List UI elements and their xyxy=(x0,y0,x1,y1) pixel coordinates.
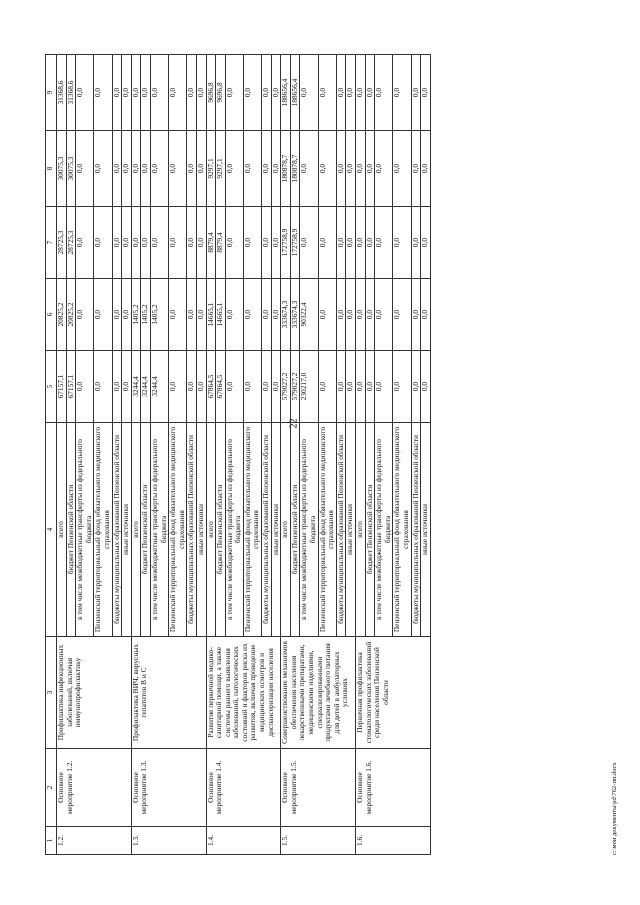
col-header: 5 xyxy=(46,351,57,423)
funding-value: 9297,1 xyxy=(216,131,226,207)
col-header: 6 xyxy=(46,279,57,351)
funding-source-label: иные источники xyxy=(421,423,431,637)
funding-source-label: всего xyxy=(131,423,141,637)
funding-value: 0,0 xyxy=(187,279,197,351)
funding-source-label: всего xyxy=(356,423,366,637)
funding-value: 0,0 xyxy=(141,207,151,279)
funding-source-label: бюджеты муниципальных образований Пензенской области xyxy=(187,423,197,637)
funding-value: 0,0 xyxy=(336,131,346,207)
page-number: 22 xyxy=(288,418,300,429)
measure-name: Профилактика инфекционных заболеваний, включая иммунопрофилактику xyxy=(57,637,132,749)
funding-value: 20825,2 xyxy=(57,279,67,351)
funding-value: 0,0 xyxy=(365,279,375,351)
funding-value: 90322,4 xyxy=(300,279,318,351)
funding-value: 0,0 xyxy=(225,55,243,131)
funding-source-label: бюджеты муниципальных образований Пензенской области xyxy=(112,423,122,637)
funding-value: 9696,8 xyxy=(206,55,216,131)
funding-value: 0,0 xyxy=(271,207,281,279)
funding-value: 579027,2 xyxy=(281,351,291,423)
funding-value: 0,0 xyxy=(94,351,112,423)
funding-value: 0,0 xyxy=(393,207,411,279)
funding-value: 0,0 xyxy=(169,55,187,131)
col-header: 3 xyxy=(46,637,57,749)
table-row xyxy=(57,55,67,855)
funding-value: 0,0 xyxy=(271,131,281,207)
funding-value: 0,0 xyxy=(112,207,122,279)
funding-value: 0,0 xyxy=(76,131,94,207)
funding-source-label: бюджеты муниципальных образований Пензенской области xyxy=(411,423,421,637)
funding-value: 0,0 xyxy=(169,207,187,279)
funding-value: 14665,1 xyxy=(216,279,226,351)
funding-value: 0,0 xyxy=(356,55,366,131)
measure-number: 1.6. xyxy=(356,827,431,855)
funding-value: 188656,4 xyxy=(281,55,291,131)
funding-value: 0,0 xyxy=(411,279,421,351)
funding-value: 3244,4 xyxy=(150,351,168,423)
funding-value: 0,0 xyxy=(196,55,206,131)
funding-value: 0,0 xyxy=(262,279,272,351)
funding-value: 0,0 xyxy=(243,55,261,131)
funding-value: 0,0 xyxy=(122,55,132,131)
col-header: 1 xyxy=(46,827,57,855)
funding-value: 0,0 xyxy=(112,351,122,423)
funding-value: 0,0 xyxy=(196,351,206,423)
funding-value: 0,0 xyxy=(375,279,393,351)
funding-value: 0,0 xyxy=(336,207,346,279)
funding-source-label: бюджет Пензенской области xyxy=(66,423,76,637)
funding-source-label: бюджет Пензенской области xyxy=(290,423,300,637)
funding-value: 0,0 xyxy=(356,351,366,423)
funding-value: 0,0 xyxy=(421,207,431,279)
funding-value: 0,0 xyxy=(243,351,261,423)
funding-value: 180878,7 xyxy=(281,131,291,207)
col-header: 8 xyxy=(46,131,57,207)
funding-value: 0,0 xyxy=(300,55,318,131)
funding-value: 0,0 xyxy=(421,279,431,351)
funding-value: 0,0 xyxy=(336,279,346,351)
measure-name: Первичная профилактика стоматологических заболеваний среди населения Пензенской области xyxy=(356,637,431,749)
funding-value: 3244,4 xyxy=(131,351,141,423)
measure-number: 1.3. xyxy=(131,827,206,855)
funding-value: 0,0 xyxy=(150,55,168,131)
funding-value: 14665,1 xyxy=(206,279,216,351)
measure-number: 1.5. xyxy=(281,827,356,855)
measure-number: 1.2. xyxy=(57,827,132,855)
funding-value: 0,0 xyxy=(411,207,421,279)
funding-source-label: всего xyxy=(206,423,216,637)
funding-value: 0,0 xyxy=(243,279,261,351)
funding-value: 0,0 xyxy=(271,279,281,351)
funding-value: 0,0 xyxy=(76,279,94,351)
funding-value: 188656,4 xyxy=(290,55,300,131)
funding-value: 0,0 xyxy=(375,131,393,207)
funding-value: 172758,9 xyxy=(290,207,300,279)
funding-value: 0,0 xyxy=(393,351,411,423)
funding-source-label: в том числе межбюджетные трансферты из федерального бюджета xyxy=(150,423,168,637)
funding-source-label: всего xyxy=(281,423,291,637)
funding-value: 0,0 xyxy=(346,351,356,423)
funding-value: 0,0 xyxy=(112,131,122,207)
funding-value: 0,0 xyxy=(318,55,336,131)
funding-source-label: всего xyxy=(57,423,67,637)
funding-source-label: иные источники xyxy=(122,423,132,637)
funding-value: 0,0 xyxy=(356,131,366,207)
measure-number: 1.4. xyxy=(206,827,281,855)
funding-value: 0,0 xyxy=(169,351,187,423)
funding-value: 0,0 xyxy=(94,55,112,131)
funding-value: 0,0 xyxy=(76,55,94,131)
funding-value: 0,0 xyxy=(346,279,356,351)
table-body xyxy=(57,55,431,855)
funding-value: 0,0 xyxy=(318,207,336,279)
funding-value: 0,0 xyxy=(271,55,281,131)
funding-value: 0,0 xyxy=(411,55,421,131)
funding-value: 0,0 xyxy=(421,131,431,207)
funding-value: 0,0 xyxy=(196,207,206,279)
funding-value: 30075,3 xyxy=(57,131,67,207)
funding-value: 9696,8 xyxy=(216,55,226,131)
funding-value: 0,0 xyxy=(225,279,243,351)
funding-value: 28725,3 xyxy=(57,207,67,279)
funding-value: 0,0 xyxy=(225,351,243,423)
funding-value: 67864,5 xyxy=(206,351,216,423)
funding-value: 0,0 xyxy=(300,207,318,279)
funding-value: 0,0 xyxy=(94,279,112,351)
funding-source-label: Пензенский территориальный фонд обязательного медицинского страхования xyxy=(243,423,261,637)
funding-value: 0,0 xyxy=(346,55,356,131)
funding-value: 0,0 xyxy=(94,207,112,279)
funding-value: 333674,3 xyxy=(290,279,300,351)
funding-source-label: Пензенский территориальный фонд обязательного медицинского страхования xyxy=(393,423,411,637)
funding-value: 0,0 xyxy=(187,351,197,423)
funding-value: 3244,4 xyxy=(141,351,151,423)
funding-value: 0,0 xyxy=(196,131,206,207)
table-row xyxy=(131,55,141,855)
funding-value: 9297,1 xyxy=(206,131,216,207)
funding-source-label: иные источники xyxy=(271,423,281,637)
funding-value: 0,0 xyxy=(243,131,261,207)
funding-value: 0,0 xyxy=(131,131,141,207)
funding-source-label: в том числе межбюджетные трансферты из федерального бюджета xyxy=(375,423,393,637)
funding-value: 0,0 xyxy=(94,131,112,207)
funding-value: 0,0 xyxy=(187,207,197,279)
funding-value: 1405,2 xyxy=(141,279,151,351)
funding-source-label: Пензенский территориальный фонд обязательного медицинского страхования xyxy=(169,423,187,637)
funding-value: 0,0 xyxy=(300,131,318,207)
funding-value: 1405,2 xyxy=(131,279,141,351)
funding-value: 67864,5 xyxy=(216,351,226,423)
funding-value: 0,0 xyxy=(375,55,393,131)
measure-type: Основное мероприятие 1.6. xyxy=(356,749,431,827)
funding-value: 0,0 xyxy=(225,207,243,279)
funding-value: 0,0 xyxy=(365,351,375,423)
funding-value: 0,0 xyxy=(196,279,206,351)
col-header: 4 xyxy=(46,423,57,637)
funding-value: 0,0 xyxy=(141,55,151,131)
funding-value: 31368,6 xyxy=(66,55,76,131)
funding-value: 67157,1 xyxy=(57,351,67,423)
funding-source-label: бюджет Пензенской области xyxy=(216,423,226,637)
funding-value: 0,0 xyxy=(346,131,356,207)
table-row xyxy=(281,55,291,855)
funding-source-label: бюджет Пензенской области xyxy=(365,423,375,637)
funding-value: 0,0 xyxy=(393,279,411,351)
col-header: 2 xyxy=(46,749,57,827)
funding-value: 0,0 xyxy=(375,351,393,423)
funding-value: 30075,3 xyxy=(66,131,76,207)
budget-table xyxy=(45,54,431,855)
funding-value: 0,0 xyxy=(112,55,122,131)
funding-value: 0,0 xyxy=(421,351,431,423)
funding-source-label: в том числе межбюджетные трансферты из федерального бюджета xyxy=(76,423,94,637)
funding-value: 31368,6 xyxy=(57,55,67,131)
funding-value: 0,0 xyxy=(150,207,168,279)
col-header: 7 xyxy=(46,207,57,279)
funding-value: 0,0 xyxy=(421,55,431,131)
funding-value: 180878,7 xyxy=(290,131,300,207)
funding-value: 0,0 xyxy=(318,131,336,207)
funding-value: 0,0 xyxy=(122,351,132,423)
funding-value: 0,0 xyxy=(262,131,272,207)
funding-source-label: в том числе межбюджетные трансферты из федерального бюджета xyxy=(300,423,318,637)
funding-source-label: Пензенский территориальный фонд обязательного медицинского страхования xyxy=(94,423,112,637)
funding-value: 0,0 xyxy=(150,131,168,207)
funding-value: 0,0 xyxy=(262,207,272,279)
funding-value: 0,0 xyxy=(76,351,94,423)
measure-name: Развитие первичной медико-санитарной помощи, а также системы раннего выявления заболеваний, патологических состояний и факторов риска их развития, включая проведение медицинских осмотров и диспансеризации населения xyxy=(206,637,281,749)
funding-value: 0,0 xyxy=(122,131,132,207)
measure-type: Основное мероприятие 1.3. xyxy=(131,749,206,827)
measure-type: Основное мероприятие 1.2. xyxy=(57,749,132,827)
funding-value: 0,0 xyxy=(243,207,261,279)
funding-value: 0,0 xyxy=(76,207,94,279)
funding-value: 0,0 xyxy=(393,131,411,207)
measure-type: Основное мероприятие 1.4. xyxy=(206,749,281,827)
funding-value: 67157,1 xyxy=(66,351,76,423)
funding-source-label: бюджет Пензенской области xyxy=(141,423,151,637)
funding-value: 0,0 xyxy=(365,207,375,279)
funding-value: 0,0 xyxy=(336,351,346,423)
funding-value: 0,0 xyxy=(356,279,366,351)
funding-source-label: бюджеты муниципальных образований Пензенской области xyxy=(262,423,272,637)
funding-value: 0,0 xyxy=(271,351,281,423)
funding-value: 0,0 xyxy=(356,207,366,279)
file-path-footer: c:\мои документы\pd\762-пп.docx xyxy=(611,762,618,855)
funding-value: 0,0 xyxy=(375,207,393,279)
header-row xyxy=(46,55,57,855)
funding-value: 1405,2 xyxy=(150,279,168,351)
funding-value: 579027,2 xyxy=(290,351,300,423)
funding-value: 0,0 xyxy=(122,279,132,351)
measure-name: Совершенствование механизмов обеспечения населения лекарственными препаратами, медицинскими изделиями, специализированными продуктами лечебного питания для детей в амбулаторных условиях xyxy=(281,637,356,749)
funding-source-label: в том числе межбюджетные трансферты из федерального бюджета xyxy=(225,423,243,637)
funding-value: 28725,3 xyxy=(66,207,76,279)
measure-name: Профилактика ВИЧ, вирусных гепатитов В и С xyxy=(131,637,206,749)
funding-value: 333674,3 xyxy=(281,279,291,351)
measure-type: Основное мероприятие 1.5. xyxy=(281,749,356,827)
funding-value: 0,0 xyxy=(187,55,197,131)
funding-value: 0,0 xyxy=(365,55,375,131)
funding-value: 0,0 xyxy=(225,131,243,207)
funding-value: 0,0 xyxy=(187,131,197,207)
funding-source-label: Пензенский территориальный фонд обязательного медицинского страхования xyxy=(318,423,336,637)
funding-value: 0,0 xyxy=(141,131,151,207)
funding-value: 172758,9 xyxy=(281,207,291,279)
funding-value: 0,0 xyxy=(112,279,122,351)
funding-value: 0,0 xyxy=(318,279,336,351)
col-header: 9 xyxy=(46,55,57,131)
funding-source-label: иные источники xyxy=(346,423,356,637)
funding-value: 0,0 xyxy=(318,351,336,423)
funding-source-label: иные источники xyxy=(196,423,206,637)
funding-value: 0,0 xyxy=(131,207,141,279)
funding-value: 0,0 xyxy=(169,279,187,351)
funding-value: 0,0 xyxy=(411,351,421,423)
table-row xyxy=(356,55,366,855)
funding-value: 0,0 xyxy=(393,55,411,131)
funding-value: 230217,0 xyxy=(300,351,318,423)
funding-value: 0,0 xyxy=(365,131,375,207)
funding-value: 0,0 xyxy=(262,351,272,423)
funding-value: 0,0 xyxy=(169,131,187,207)
funding-value: 8879,4 xyxy=(216,207,226,279)
funding-value: 0,0 xyxy=(131,55,141,131)
funding-value: 8879,4 xyxy=(206,207,216,279)
funding-value: 0,0 xyxy=(336,55,346,131)
funding-value: 0,0 xyxy=(122,207,132,279)
funding-value: 0,0 xyxy=(262,55,272,131)
funding-value: 20825,2 xyxy=(66,279,76,351)
rotated-page xyxy=(45,55,618,855)
funding-value: 0,0 xyxy=(346,207,356,279)
funding-value: 0,0 xyxy=(411,131,421,207)
funding-source-label: бюджеты муниципальных образований Пензенской области xyxy=(336,423,346,637)
